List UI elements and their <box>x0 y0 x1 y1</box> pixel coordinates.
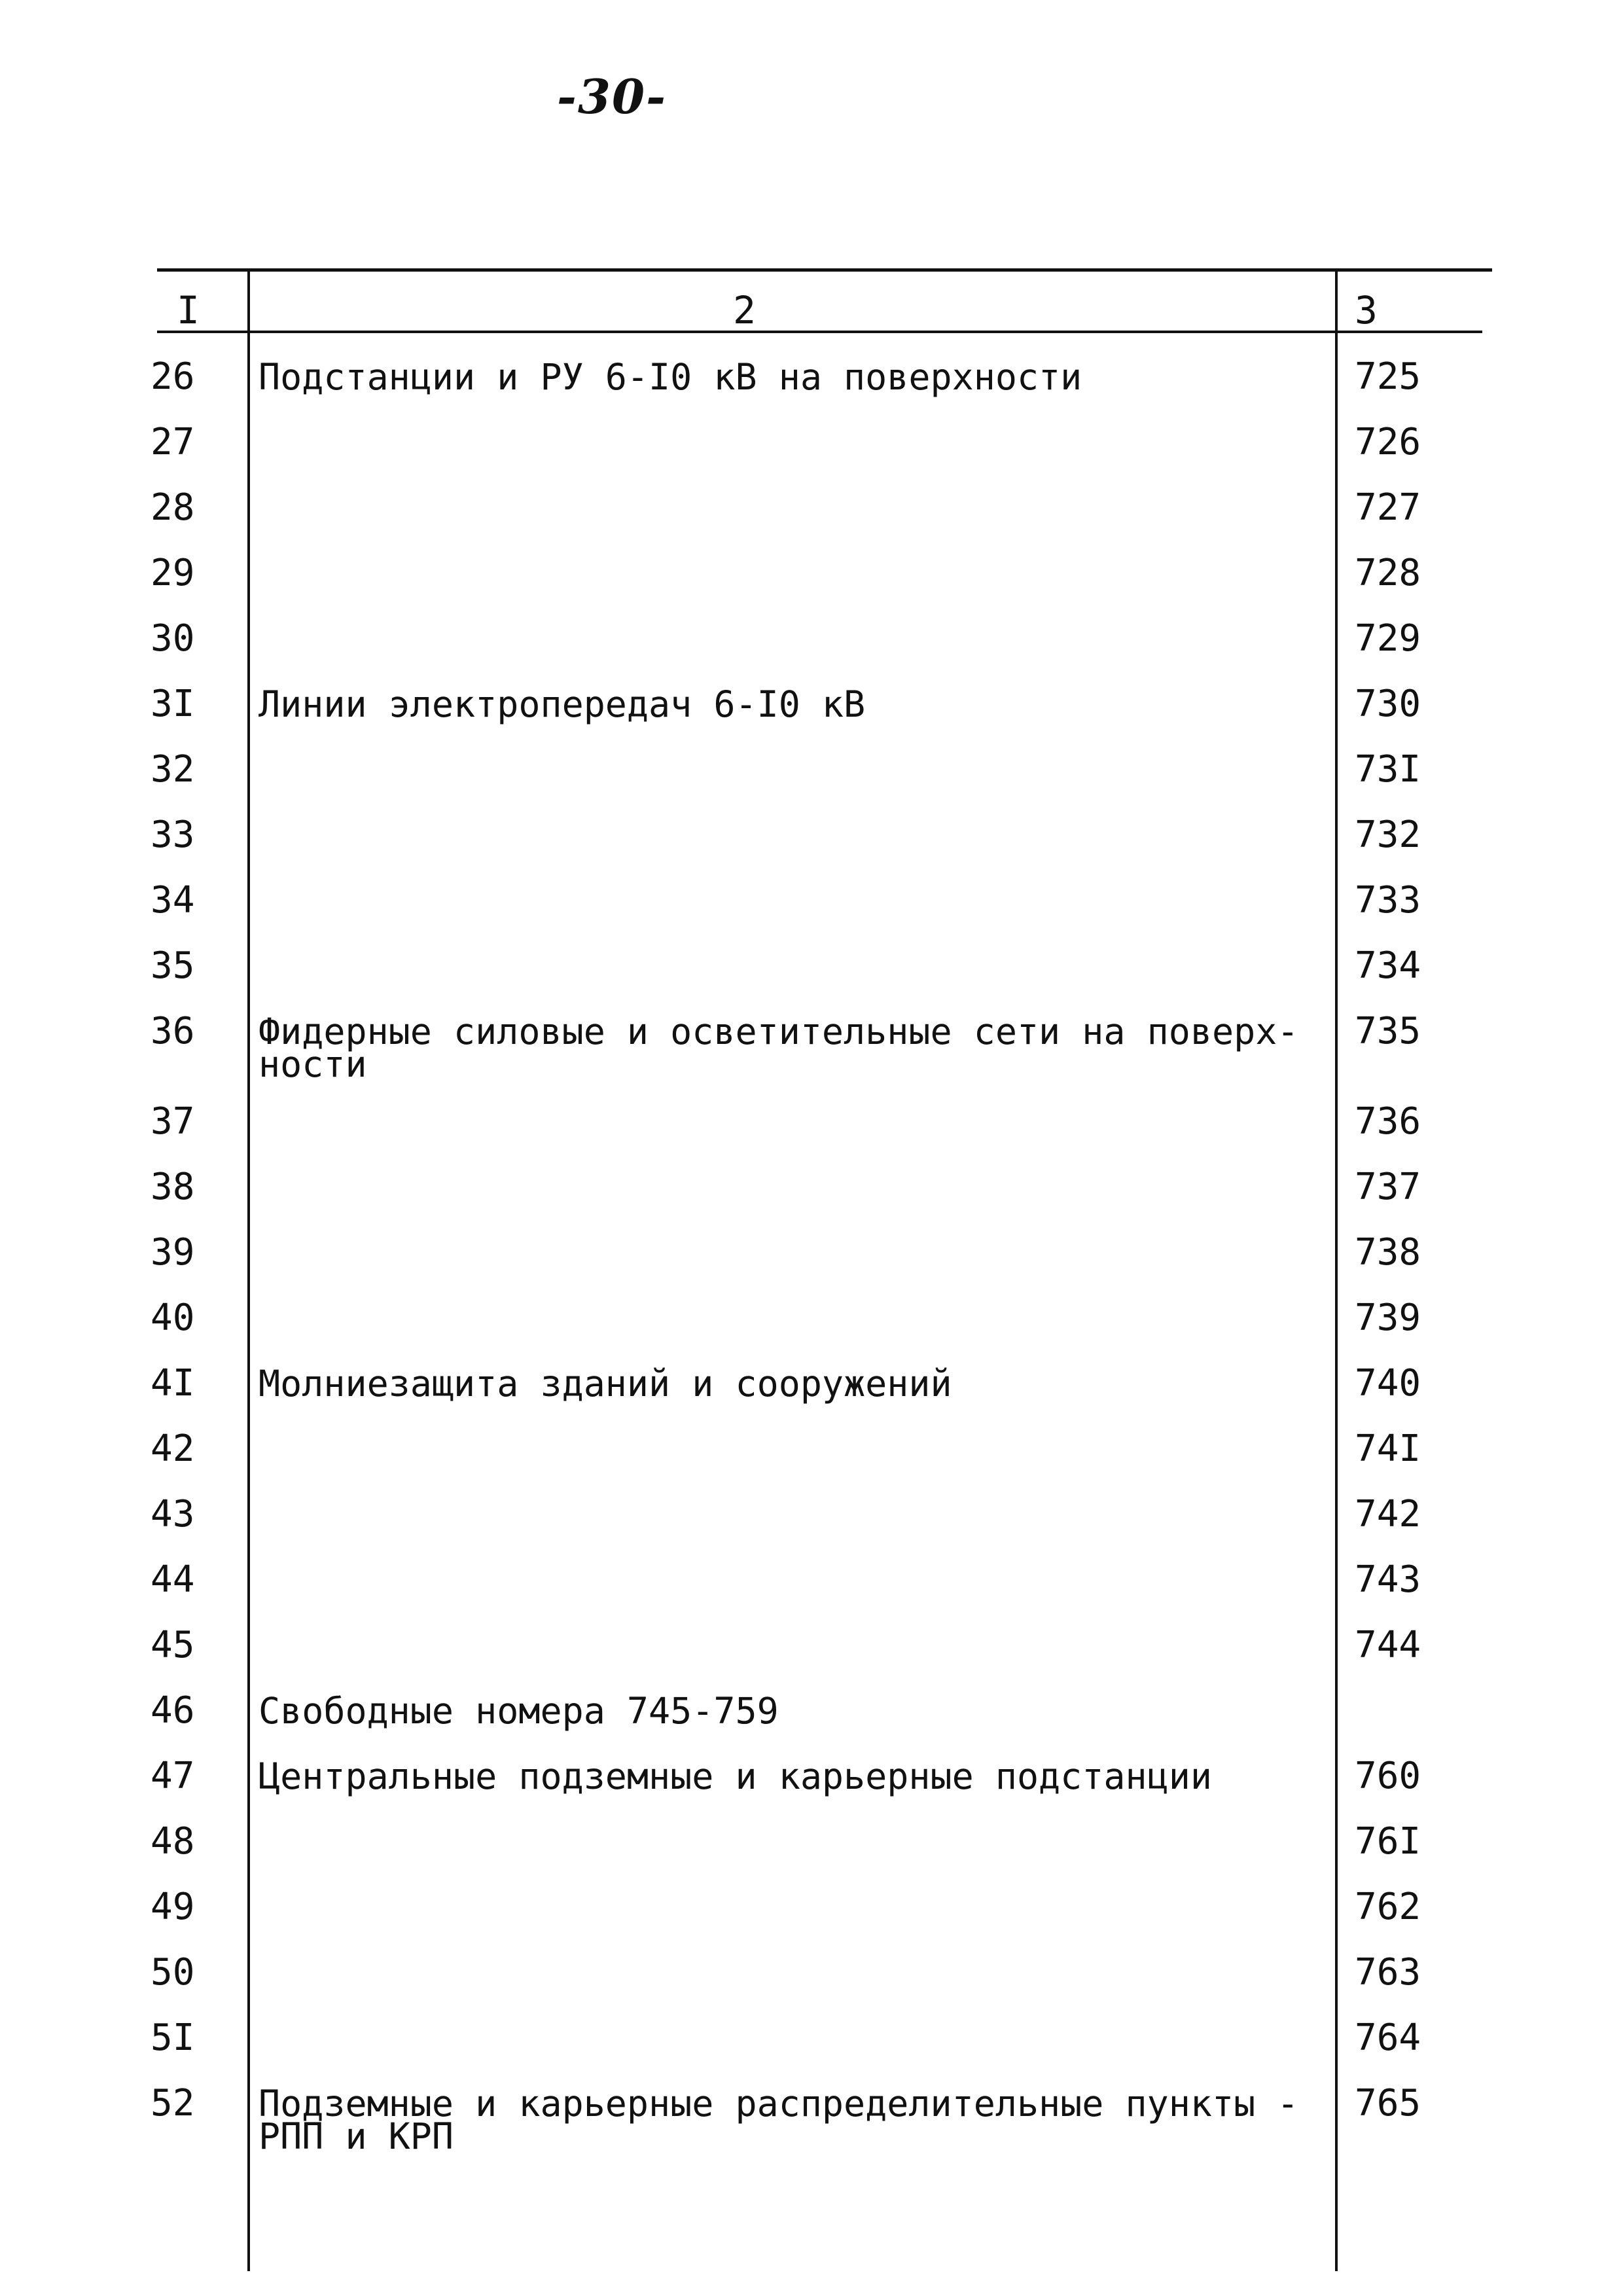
row-code: 737 <box>1355 1166 1421 1208</box>
row-code: 760 <box>1355 1755 1421 1797</box>
row-number: 48 <box>151 1820 195 1863</box>
row-number: 28 <box>151 486 195 529</box>
row-code: 735 <box>1355 1010 1421 1052</box>
row-number: 50 <box>151 1951 195 1994</box>
row-number: 3I <box>151 683 195 725</box>
row-code: 727 <box>1355 486 1421 529</box>
row-code: 736 <box>1355 1100 1421 1143</box>
row-description: Подземные и карьерные распределительные пункты - РПП и КРП <box>259 2083 1299 2157</box>
row-number: 32 <box>151 748 195 791</box>
row-number: 43 <box>151 1493 195 1535</box>
row-code: 765 <box>1355 2082 1421 2125</box>
row-number: 26 <box>151 355 195 398</box>
row-number: 47 <box>151 1755 195 1797</box>
row-number: 5I <box>151 2017 195 2059</box>
row-code: 743 <box>1355 1558 1421 1601</box>
row-number: 38 <box>151 1166 195 1208</box>
row-number: 30 <box>151 617 195 660</box>
header-bottom-rule <box>157 331 1482 333</box>
row-number: 29 <box>151 552 195 594</box>
row-description: Фидерные силовые и осветительные сети на поверх- ности <box>259 1011 1299 1085</box>
row-number: 40 <box>151 1297 195 1339</box>
row-number: 37 <box>151 1100 195 1143</box>
row-number: 34 <box>151 879 195 922</box>
column-header-3: 3 <box>1355 288 1378 332</box>
row-description: Центральные подземные и карьерные подстанции <box>259 1755 1212 1797</box>
row-number: 42 <box>151 1427 195 1470</box>
row-description: Линии электропередач 6-I0 кВ <box>259 683 866 725</box>
row-code: 738 <box>1355 1231 1421 1274</box>
row-number: 46 <box>151 1689 195 1732</box>
row-code: 726 <box>1355 421 1421 463</box>
row-description: Свободные номера 745-759 <box>259 1690 779 1732</box>
row-number: 33 <box>151 814 195 856</box>
column-divider-1 <box>247 268 250 2271</box>
row-code: 734 <box>1355 944 1421 987</box>
row-code: 729 <box>1355 617 1421 660</box>
row-code: 739 <box>1355 1297 1421 1339</box>
row-code: 744 <box>1355 1624 1421 1666</box>
row-code: 74I <box>1355 1427 1421 1470</box>
column-header-2: 2 <box>733 288 756 332</box>
row-code: 740 <box>1355 1362 1421 1405</box>
row-code: 728 <box>1355 552 1421 594</box>
row-number: 49 <box>151 1886 195 1928</box>
row-code: 73I <box>1355 748 1421 791</box>
row-code: 742 <box>1355 1493 1421 1535</box>
column-divider-2 <box>1335 268 1338 2271</box>
row-code: 762 <box>1355 1886 1421 1928</box>
row-number: 44 <box>151 1558 195 1601</box>
row-number: 4I <box>151 1362 195 1405</box>
table-top-rule <box>157 268 1492 272</box>
row-code: 733 <box>1355 879 1421 922</box>
row-description: Молниезащита зданий и сооружений <box>259 1363 952 1405</box>
row-description: Подстанции и РУ 6-I0 кВ на поверхности <box>259 356 1082 398</box>
row-code: 764 <box>1355 2017 1421 2059</box>
row-number: 36 <box>151 1010 195 1052</box>
row-code: 76I <box>1355 1820 1421 1863</box>
column-header-1: I <box>177 288 200 332</box>
row-code: 730 <box>1355 683 1421 725</box>
row-code: 732 <box>1355 814 1421 856</box>
row-number: 39 <box>151 1231 195 1274</box>
row-number: 35 <box>151 944 195 987</box>
row-code: 725 <box>1355 355 1421 398</box>
row-number: 52 <box>151 2082 195 2125</box>
row-number: 27 <box>151 421 195 463</box>
page-number: -30- <box>557 69 667 124</box>
row-code: 763 <box>1355 1951 1421 1994</box>
row-number: 45 <box>151 1624 195 1666</box>
